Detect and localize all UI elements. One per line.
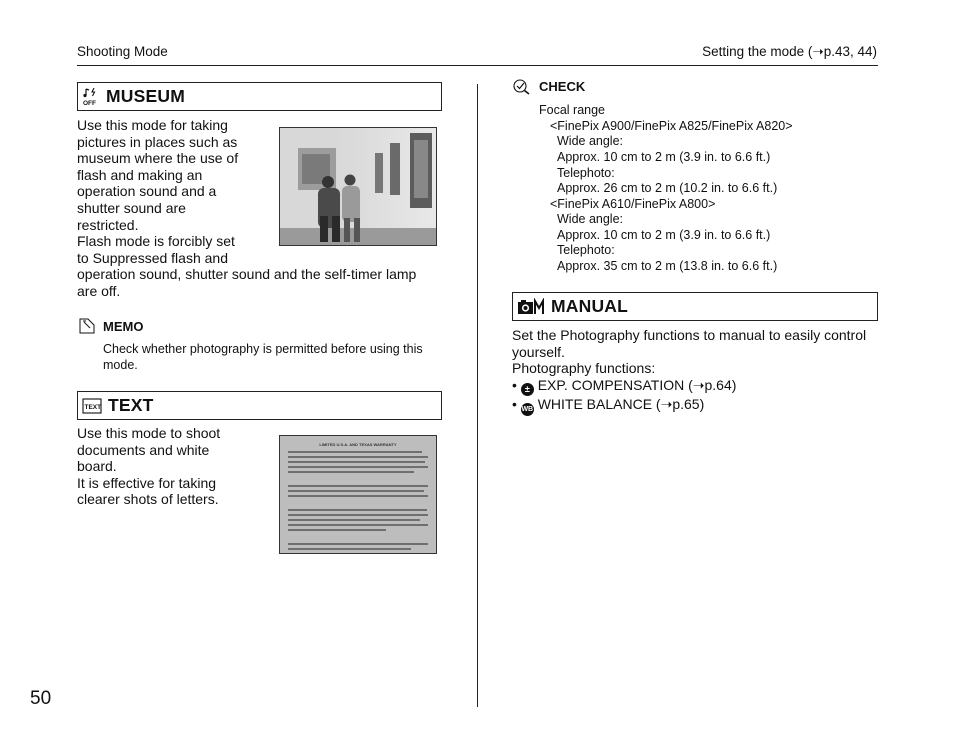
wide-angle-label: Wide angle: — [557, 134, 624, 148]
bullet: • — [512, 395, 517, 412]
museum-title: MUSEUM — [106, 86, 185, 106]
text-line: museum where the use of — [77, 150, 239, 167]
camera-manual-icon — [517, 298, 547, 316]
text-line: Check whether photography is permitted before using this — [103, 342, 423, 356]
museum-description-cont — [77, 266, 442, 299]
wide-angle-label: Wide angle: — [557, 212, 624, 226]
text-line: restricted. — [77, 216, 139, 233]
text-line: shutter sound are — [77, 199, 186, 216]
header-page-reference: Setting the mode (➝p.43, 44) — [702, 44, 877, 59]
text-line: operation sound, shutter sound and the self-timer lamp — [77, 266, 417, 282]
manual-heading-box — [512, 292, 878, 321]
header-section-title: Shooting Mode — [77, 44, 168, 59]
text-line: pictures in places such as — [77, 133, 238, 150]
text-line: board. — [77, 458, 117, 475]
telephoto-label: Telephoto: — [557, 166, 615, 180]
telephoto-label: Telephoto: — [557, 243, 615, 257]
manual-title: MANUAL — [551, 296, 629, 316]
memo-label: MEMO — [103, 319, 144, 334]
check-label: CHECK — [539, 79, 586, 94]
text-description — [77, 425, 277, 508]
museum-description — [77, 117, 277, 266]
text-line: Use this mode for taking — [77, 117, 228, 133]
text-line: to Suppressed flash and — [77, 249, 228, 266]
model-group-a900: <FinePix A900/FinePix A825/FinePix A820> — [550, 119, 793, 133]
text-title: TEXT — [108, 395, 154, 415]
focal-value: Approx. 26 cm to 2 m (10.2 in. to 6.6 ft.) — [557, 181, 778, 195]
svg-text:OFF: OFF — [83, 99, 96, 107]
text-line: clearer shots of letters. — [77, 491, 219, 508]
text-line: Use this mode to shoot — [77, 425, 221, 441]
function-item — [512, 396, 882, 416]
text-line: Set the Photography functions to manual to easily control — [512, 327, 867, 343]
text-line: Flash mode is forcibly set — [77, 233, 235, 250]
page-number: 50 — [30, 688, 52, 709]
text-line: yourself. — [512, 343, 565, 360]
text-line: Photography functions: — [512, 360, 656, 377]
text-heading-box — [77, 391, 442, 420]
museum-photo — [279, 127, 437, 246]
museum-heading-box — [77, 82, 442, 111]
focal-value: Approx. 35 cm to 2 m (13.8 in. to 6.6 ft.) — [557, 259, 778, 273]
focal-value: Approx. 10 cm to 2 m (3.9 in. to 6.6 ft.) — [557, 228, 771, 242]
document-photo-title: LIMITED U.S.A. AND TEXAS WARRANTY — [319, 442, 397, 447]
manual-description — [512, 327, 882, 416]
document-photo — [279, 435, 437, 554]
flash-off-music-icon — [82, 87, 100, 107]
text-line: documents and white — [77, 441, 210, 458]
white-balance-icon: WB — [521, 403, 534, 416]
function-item-label: WHITE BALANCE (➝p.65) — [537, 395, 705, 412]
function-item — [512, 377, 882, 396]
memo-pencil-icon — [77, 316, 97, 336]
text-line: are off. — [77, 282, 121, 299]
function-item-label: EXP. COMPENSATION (➝p.64) — [537, 376, 737, 393]
column-divider — [477, 84, 478, 707]
text-line: mode. — [103, 358, 138, 372]
exposure-compensation-icon: ± — [521, 383, 534, 396]
memo-text — [103, 341, 448, 373]
focal-range-label: Focal range — [539, 103, 606, 117]
bullet: • — [512, 376, 517, 393]
svg-text:TEXT: TEXT — [84, 403, 102, 411]
header-divider — [77, 65, 878, 66]
text-line: operation sound and a — [77, 183, 217, 200]
focal-value: Approx. 10 cm to 2 m (3.9 in. to 6.6 ft.) — [557, 150, 771, 164]
text-line: flash and making an — [77, 166, 203, 183]
model-group-a610: <FinePix A610/FinePix A800> — [550, 197, 716, 211]
text-mode-icon — [82, 398, 102, 414]
text-line: It is effective for taking — [77, 474, 217, 491]
check-magnifier-icon — [512, 78, 532, 96]
